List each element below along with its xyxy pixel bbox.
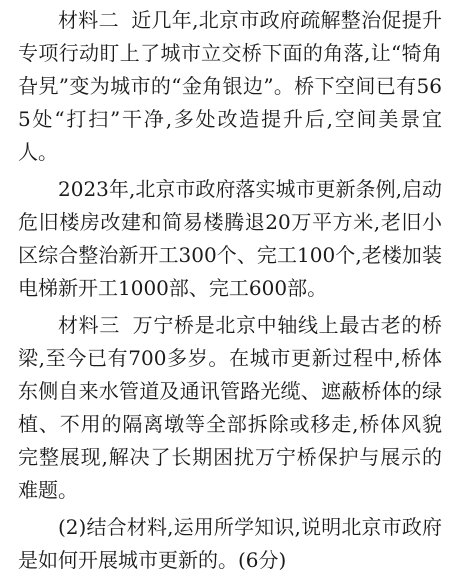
paragraph-2023 [18,173,442,305]
paragraph-material-two [18,4,442,169]
question-text [18,511,442,577]
document-page [18,4,442,577]
material-label: 材料三 [58,313,120,337]
paragraph-text: 万宁桥是北京中轴线上最古老的桥梁,至今已有700多岁。在城市更新过程中,桥体东侧自来水管道及通讯管路光缆、遮蔽桥体的绿植、不用的隔离墩等全部拆除或移走,桥体风貌完整展现,解决了长期困扰万宁桥保护与展示的难题。 [18,313,442,502]
paragraph-material-three [18,309,442,507]
material-label: 材料二 [58,8,119,32]
paragraph-text: 2023年,北京市政府落实城市更新条例,启动危旧楼房改建和简易楼腾退20万平方米,老旧小区综合整治新开工300个、完工100个,老楼加装电梯新开工1000部、完工600部。 [18,177,442,300]
paragraph-text: 近几年,北京市政府疏解整治促提升专项行动盯上了城市立交桥下面的角落,让“犄角旮旯”变为城市的“金角银边”。桥下空间已有565处“打扫”干净,多处改造提升后,空间美景宜人。 [18,8,442,164]
paragraph-text: (2)结合材料,运用所学知识,说明北京市政府是如何开展城市更新的。(6分) [18,515,442,572]
